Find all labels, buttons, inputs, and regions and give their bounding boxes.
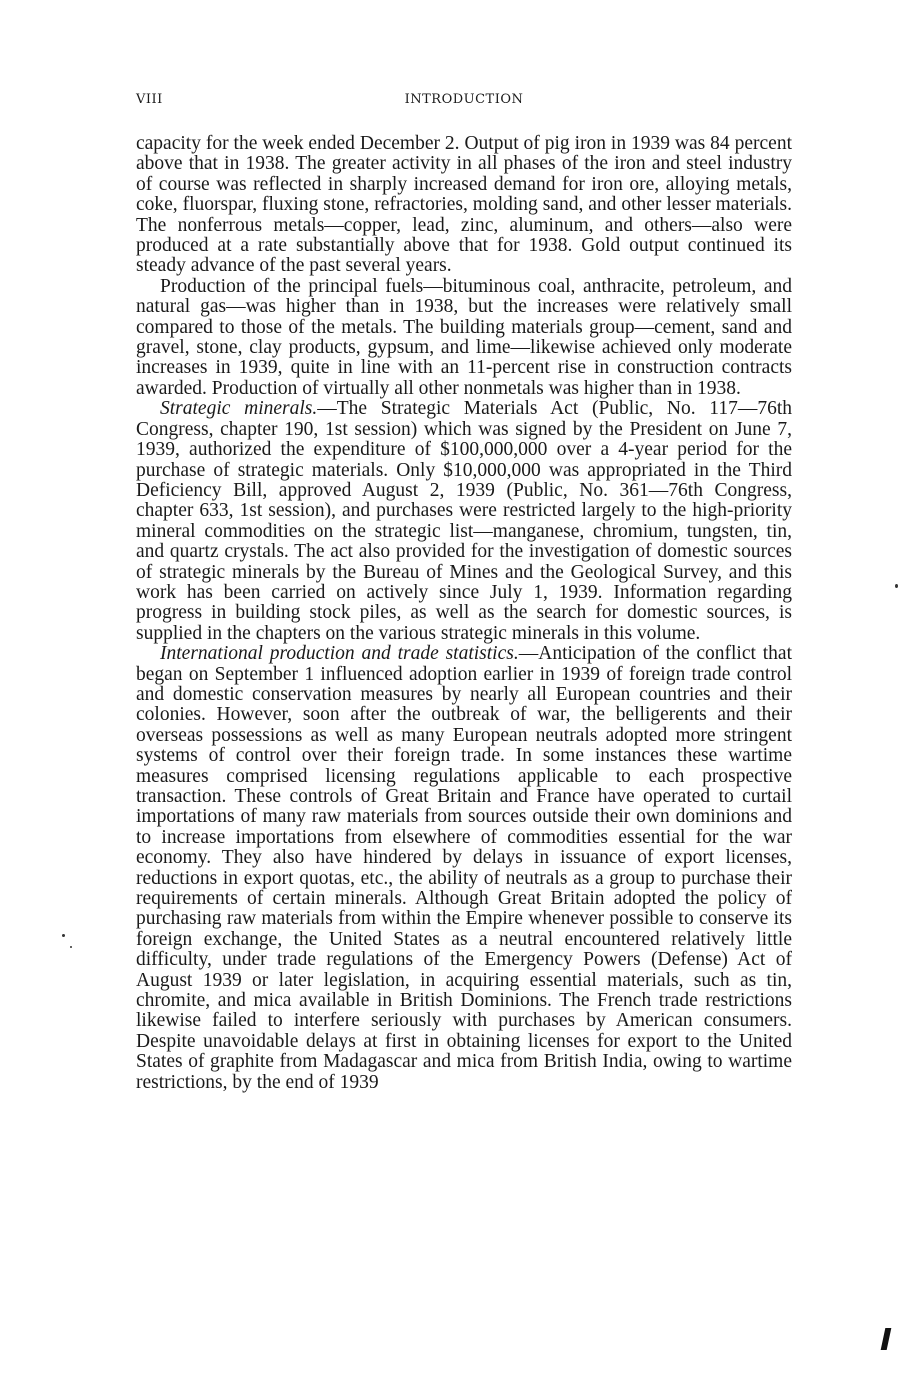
running-head bbox=[136, 88, 792, 114]
paragraph bbox=[136, 399, 792, 644]
paragraph bbox=[136, 644, 792, 1093]
paragraph-lead: International production and trade statistics. bbox=[160, 643, 519, 665]
paragraph-text: capacity for the week ended December 2. Output of pig iron in 1939 was 84 percent above that in 1938. The greater activity in all phases of the iron and steel industry of course was reflected in sharply increased demand for iron ore, alloying metals, coke, fluorspar, fluxing stone, refractories, molding sand, and other lesser materials. The nonferrous metals—copper, lead, zinc, aluminum, and others—also were produced at a rate substantially above that for 1938. Gold output continued its steady advance of the past several years. bbox=[136, 133, 792, 277]
page-number: VIII bbox=[136, 92, 163, 107]
paragraph-lead: Strategic minerals. bbox=[160, 398, 318, 420]
scan-corner-mark bbox=[881, 1328, 892, 1350]
paragraph-text: —The Strategic Materials Act (Public, No. 117—76th Congress, chapter 190, 1st session) which was signed by the President on June 7, 1939, authorized the expenditure of $100,000,000 over a 4-year period for the purchase of strategic materials. Only $10,000,000 was appropriated in the Third Deficiency Bill, approved August 2, 1939 (Public, No. 361—76th Congress, chapter 633, 1st session), and purchases were restricted largely to the high-priority mineral commodities on the strategic list—manganese, chromium, tungsten, tin, and quartz crystals. The act also provided for the investigation of domestic sources of strategic minerals by the Bureau of Mines and the Geological Survey, and this work has been carried on actively since July 1, 1939. Information regarding progress in building stock piles, as well as the search for domestic sources, is supplied in the chapters on the various strategic minerals in this volume. bbox=[136, 398, 792, 644]
running-head-title: INTRODUCTION bbox=[404, 92, 524, 107]
paragraph bbox=[136, 134, 792, 277]
scan-speck bbox=[70, 946, 72, 948]
document-page bbox=[136, 88, 792, 1093]
paragraph-text: Production of the principal fuels—bituminous coal, anthracite, petroleum, and natural gas—was higher than in 1938, but the increases were relatively small compared to those of the metals. The building materials group—cement, sand and gravel, stone, clay products, gypsum, and lime—likewise achieved only moderate increases in 1939, quite in line with an 11-percent rise in construction contracts awarded. Production of virtually all other nonmetals was higher than in 1938. bbox=[136, 275, 792, 399]
paragraph-text: —Anticipation of the conflict that began on September 1 influenced adoption earlier in 1939 of foreign trade control and domestic conservation measures by nearly all European countries and their colonies. However, soon after the outbreak of war, the belligerents and their overseas possessions as well as many European neutrals adopted more stringent systems of control over their foreign trade. In some instances these wartime measures comprised licensing regulations applicable to each prospective transaction. These controls of Great Britain and France have operated to curtail importations of many raw materials from sources outside their own dominions and to increase importations from elsewhere of commodities essential for the war economy. They also have hindered by delays in issuance of export licenses, reductions in export quotas, etc., the ability of neutrals as a group to purchase their requirements of certain minerals. Although Great Britain adopted the policy of purchasing raw materials from within the Empire whenever possible to conserve its foreign exchange, the United States as a neutral encountered relatively little difficulty, under trade regulations of the Emergency Powers (Defense) Act of August 1939 or later legislation, in acquiring essential materials, such as tin, chromite, and mica available in British Dominions. The French trade restrictions likewise failed to interfere seriously with purchases by American consumers. Despite unavoidable delays at first in obtaining licenses for export to the United States of graphite from Madagascar and mica from British India, owing to wartime restrictions, by the end of 1939 bbox=[136, 643, 792, 1093]
scan-speck bbox=[62, 934, 65, 937]
paragraph bbox=[136, 277, 792, 399]
scan-speck bbox=[895, 584, 898, 588]
body-text bbox=[136, 134, 792, 1093]
